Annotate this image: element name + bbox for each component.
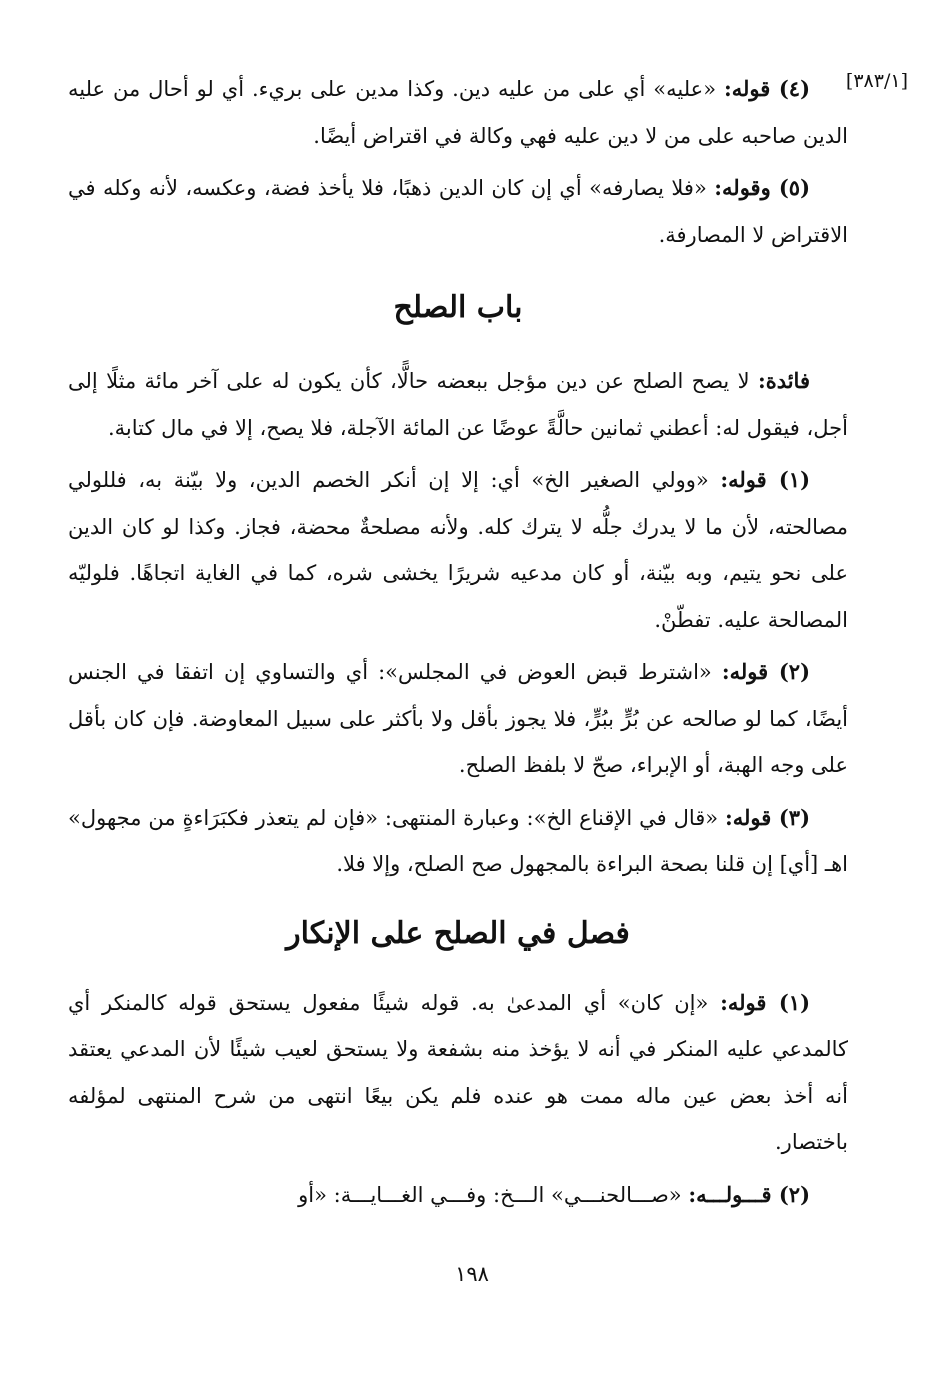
marginal-reference: [٣٨٣/١]	[845, 70, 908, 92]
note-text: «إن كان» أي المدعىٰ به. قوله شيئًا مفعول يستحق قوله كالمنكر أي كالمدعي عليه المنكر في أنه لا يؤخذ منه بشفعة ولا يستحق لعيب شيئًا لأن المدعي يعتقد أنه أخذ بعض عين ماله ممت هو عنده فلم يكن بيعًا انتهى من شرح المنتهى لمؤلفه باختصار.	[68, 990, 848, 1154]
note-lead: (١) قوله:	[720, 989, 811, 1015]
footnote-paragraph	[68, 1172, 848, 1219]
note-lead: (٢) قـــولـــه:	[688, 1181, 810, 1207]
footnote-paragraph	[68, 795, 848, 888]
chapter-heading: باب الصلح	[393, 290, 523, 325]
footnote-paragraph	[68, 457, 848, 643]
note-lead: (٥) وقوله:	[714, 175, 810, 200]
note-text: «صـــالحنـــي» الـــخ: وفـــي الغـــايـــة: «أو	[298, 1182, 689, 1207]
footnote-paragraph	[68, 66, 848, 159]
section-heading: فصل في الصلح على الإنكار	[286, 915, 630, 951]
note-text: «وولي الصغير الخ» أي: إلا إن أنكر الخصم الدين، ولا بيّنة به، فللولي مصالحته، لأن ما لا يدرك جلُّه لا يترك كله. ولأنه مصلحةٌ محضة، فجاز. وكذا لو كان الدين على نحو يتيم، وبه بيّنة، أو كان مدعيه شريرًا يخشى شره، كما في الغاية اتجاهًا. فلوليّه المصالحة عليه. تفطّنْ.	[68, 468, 848, 632]
note-lead: (٢) قوله:	[721, 659, 810, 684]
note-text: لا يصح الصلح عن دين مؤجل ببعضه حالًّا، كأن يكون له على آخر مائة مثلًا إلى أجل، فيقول له: أعطني ثمانين حالَّةً عوضًا عن المائة الآجلة، فلا يصح، إلا في مال كتابة.	[68, 369, 848, 440]
note-lead: فائدة:	[757, 368, 810, 393]
text-column	[68, 66, 848, 1224]
note-text: «فلا يصارفه» أي إن كان الدين ذهبًا، فلا يأخذ فضة، وعكسه، لأنه وكله في الاقتراض لا المصارفة.	[68, 176, 848, 247]
note-lead: (١) قوله:	[720, 467, 810, 492]
page-number: ١٩٨	[455, 1262, 489, 1286]
footnote-paragraph	[68, 165, 848, 258]
note-lead: (٣) قوله:	[725, 804, 810, 830]
note-lead: (٤) قوله:	[723, 76, 811, 101]
footnote-paragraph	[68, 649, 848, 789]
note-text: «قال في الإقناع الخ»: وعبارة المنتهى: «فإن لم يتعذر فكبَرَاءةٍ من مجهول» اهـ [أي] إن قلنا بصحة البراءة بالمجهول صح الصلح، وإلا فلا.	[68, 805, 848, 876]
note-text: «عليه» أي على من عليه دين. وكذا مدين على بريء. أي لو أحال من عليه الدين صاحبه على من لا دين عليه فهي وكالة في اقتراض أيضًا.	[68, 77, 848, 148]
footnote-paragraph	[68, 980, 848, 1166]
note-text: «اشترط قبض العوض في المجلس»: أي والتساوي إن اتفقا في الجنس أيضًا، كما لو صالحه عن بُرٍّ ببُرٍّ، فلا يجوز بأقل ولا بأكثر على سبيل المعاوضة. فإن كان بأقل على وجه الهبة، أو الإبراء، صحّ لا بلفظ الصلح.	[68, 660, 848, 777]
footnote-paragraph	[68, 358, 848, 451]
